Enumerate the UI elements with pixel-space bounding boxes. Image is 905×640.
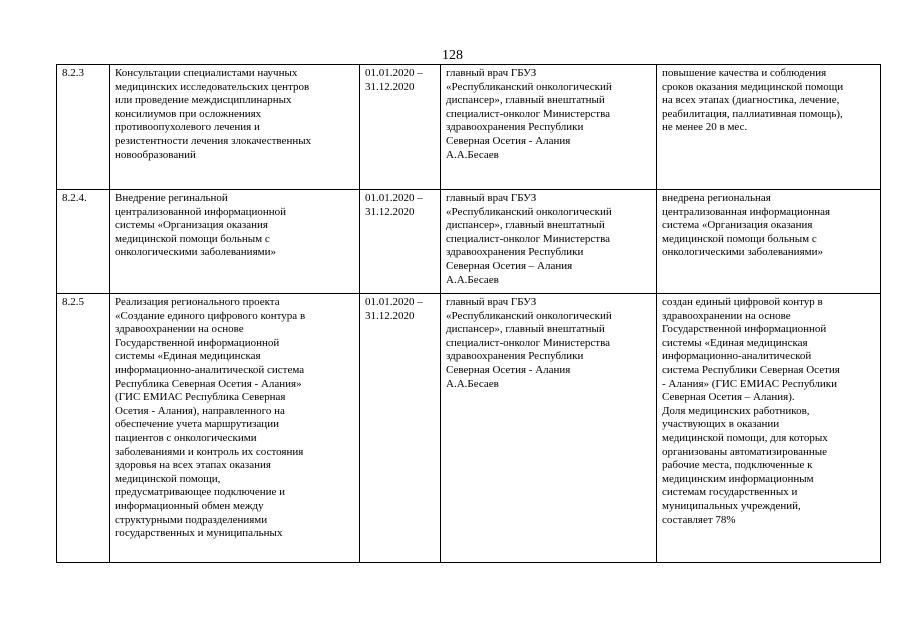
item-number: 8.2.5 <box>57 294 110 563</box>
item-number: 8.2.3 <box>57 65 110 190</box>
expected-result: внедрена региональная централизованная информационная система «Организация оказания медицинской помощи больным с онкологическими заболеваниями» <box>657 190 881 294</box>
activity-period: 01.01.2020 – 31.12.2020 <box>360 294 441 563</box>
table-row <box>57 190 881 294</box>
table-row <box>57 65 881 190</box>
activity-description: Внедрение регинальной централизованной информационной системы «Организация оказания медицинской помощи больным с онкологическими заболеваниями» <box>110 190 360 294</box>
responsible-person: главный врач ГБУЗ «Республиканский онкологический диспансер», главный внештатный специалист-онколог Министерства здравоохранения Республики Северная Осетия – Алания А.А.Бесаев <box>441 190 657 294</box>
activity-description: Консультации специалистами научных медицинских исследовательских центров или проведение междисциплинарных консилиумов при осложнениях противоопухолевого лечения и резистентности лечения злокачественных новообразований <box>110 65 360 190</box>
expected-result: создан единый цифровой контур в здравоохранении на основе Государственной информационной системы «Единая медицинская информационно-аналитической система Республики Северная Осетия - Алания» (ГИС ЕМИАС Республики Северная Осетия – Алания). Доля медицинских работников, участвующих в оказании медицинской помощи, для которых организованы автоматизированные рабочие места, подключенные к медицинским информационным системам государственных и муниципальных учреждений, составляет 78% <box>657 294 881 563</box>
item-number: 8.2.4. <box>57 190 110 294</box>
activity-description: Реализация регионального проекта «Создание единого цифрового контура в здравоохранении на основе Государственной информационной системы «Единая медицинская информационно-аналитической система Республика Северная Осетия - Алания» (ГИС ЕМИАС Республика Северная Осетия - Алания), направленного на обеспечение учета маршрутизации пациентов с онкологическими заболеваниями и контроль их состояния здоровья на всех этапах оказания медицинской помощи, предусматривающее подключение и информационный обмен между структурными подразделениями государственных и муниципальных <box>110 294 360 563</box>
activity-period: 01.01.2020 – 31.12.2020 <box>360 190 441 294</box>
responsible-person: главный врач ГБУЗ «Республиканский онкологический диспансер», главный внештатный специалист-онколог Министерства здравоохранения Республики Северная Осетия - Алания А.А.Бесаев <box>441 65 657 190</box>
activities-table <box>56 64 881 563</box>
page-number: 128 <box>442 48 463 63</box>
responsible-person: главный врач ГБУЗ «Республиканский онкологический диспансер», главный внештатный специалист-онколог Министерства здравоохранения Республики Северная Осетия - Алания А.А.Бесаев <box>441 294 657 563</box>
table-row <box>57 294 881 563</box>
activity-period: 01.01.2020 – 31.12.2020 <box>360 65 441 190</box>
expected-result: повышение качества и соблюдения сроков оказания медицинской помощи на всех этапах (диагностика, лечение, реабилитация, паллиативная помощь), не менее 20 в мес. <box>657 65 881 190</box>
